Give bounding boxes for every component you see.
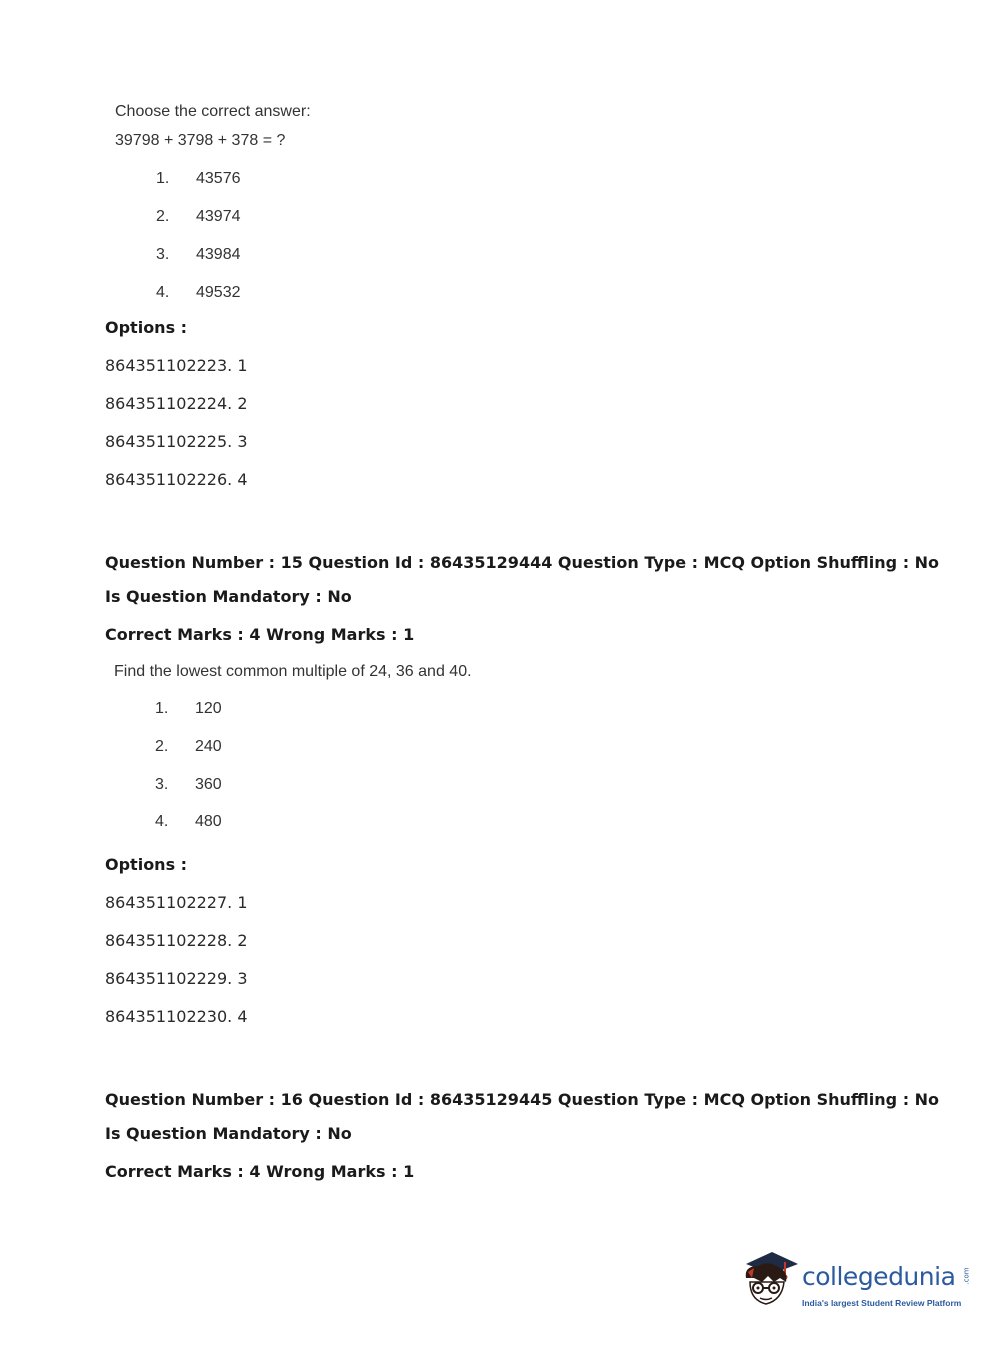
collegedunia-logo	[740, 1248, 970, 1320]
q15-mandatory: Is Question Mandatory : No	[105, 587, 352, 606]
q15-choice-num: 1.	[155, 700, 169, 717]
mascot-icon	[740, 1248, 802, 1320]
q14-choice-value: 43974	[196, 208, 241, 225]
q14-options-label: Options :	[105, 318, 188, 337]
q14-option-id: 864351102223. 1	[105, 356, 248, 375]
q14-choice-num: 1.	[156, 170, 170, 187]
q15-option-id: 864351102228. 2	[105, 931, 248, 950]
q14-choice-num: 2.	[156, 208, 170, 225]
q15-choice-num: 4.	[155, 813, 169, 830]
q15-marks: Correct Marks : 4 Wrong Marks : 1	[105, 625, 415, 644]
q16-mandatory: Is Question Mandatory : No	[105, 1124, 352, 1143]
q14-option-id: 864351102226. 4	[105, 470, 248, 489]
logo-tagline: India's largest Student Review Platform	[802, 1298, 962, 1308]
q15-option-id: 864351102229. 3	[105, 969, 248, 988]
q14-choice-num: 4.	[156, 284, 170, 301]
q15-prompt: Find the lowest common multiple of 24, 36 and 40.	[114, 663, 472, 680]
q15-options-label: Options :	[105, 855, 188, 874]
q14-expression: 39798 + 3798 + 378 = ?	[115, 132, 286, 149]
q16-marks: Correct Marks : 4 Wrong Marks : 1	[105, 1162, 415, 1181]
q15-choice-num: 3.	[155, 776, 169, 793]
logo-suffix: .com	[962, 1267, 971, 1285]
q14-option-id: 864351102224. 2	[105, 394, 248, 413]
q15-choice-value: 360	[195, 776, 222, 793]
q14-option-id: 864351102225. 3	[105, 432, 248, 451]
q15-choice-value: 120	[195, 700, 222, 717]
q15-choice-num: 2.	[155, 738, 169, 755]
q14-prompt: Choose the correct answer:	[115, 103, 311, 120]
q14-choice-value: 43984	[196, 246, 241, 263]
q15-choice-value: 480	[195, 813, 222, 830]
q16-header: Question Number : 16 Question Id : 86435129445 Question Type : MCQ Option Shuffling : No	[105, 1090, 940, 1109]
logo-wordmark: collegedunia	[802, 1262, 956, 1291]
q14-choice-value: 49532	[196, 284, 241, 301]
q15-option-id: 864351102230. 4	[105, 1007, 248, 1026]
q14-choice-num: 3.	[156, 246, 170, 263]
q15-choice-value: 240	[195, 738, 222, 755]
q15-header: Question Number : 15 Question Id : 86435129444 Question Type : MCQ Option Shuffling : No	[105, 553, 940, 572]
q15-option-id: 864351102227. 1	[105, 893, 248, 912]
q14-choice-value: 43576	[196, 170, 241, 187]
